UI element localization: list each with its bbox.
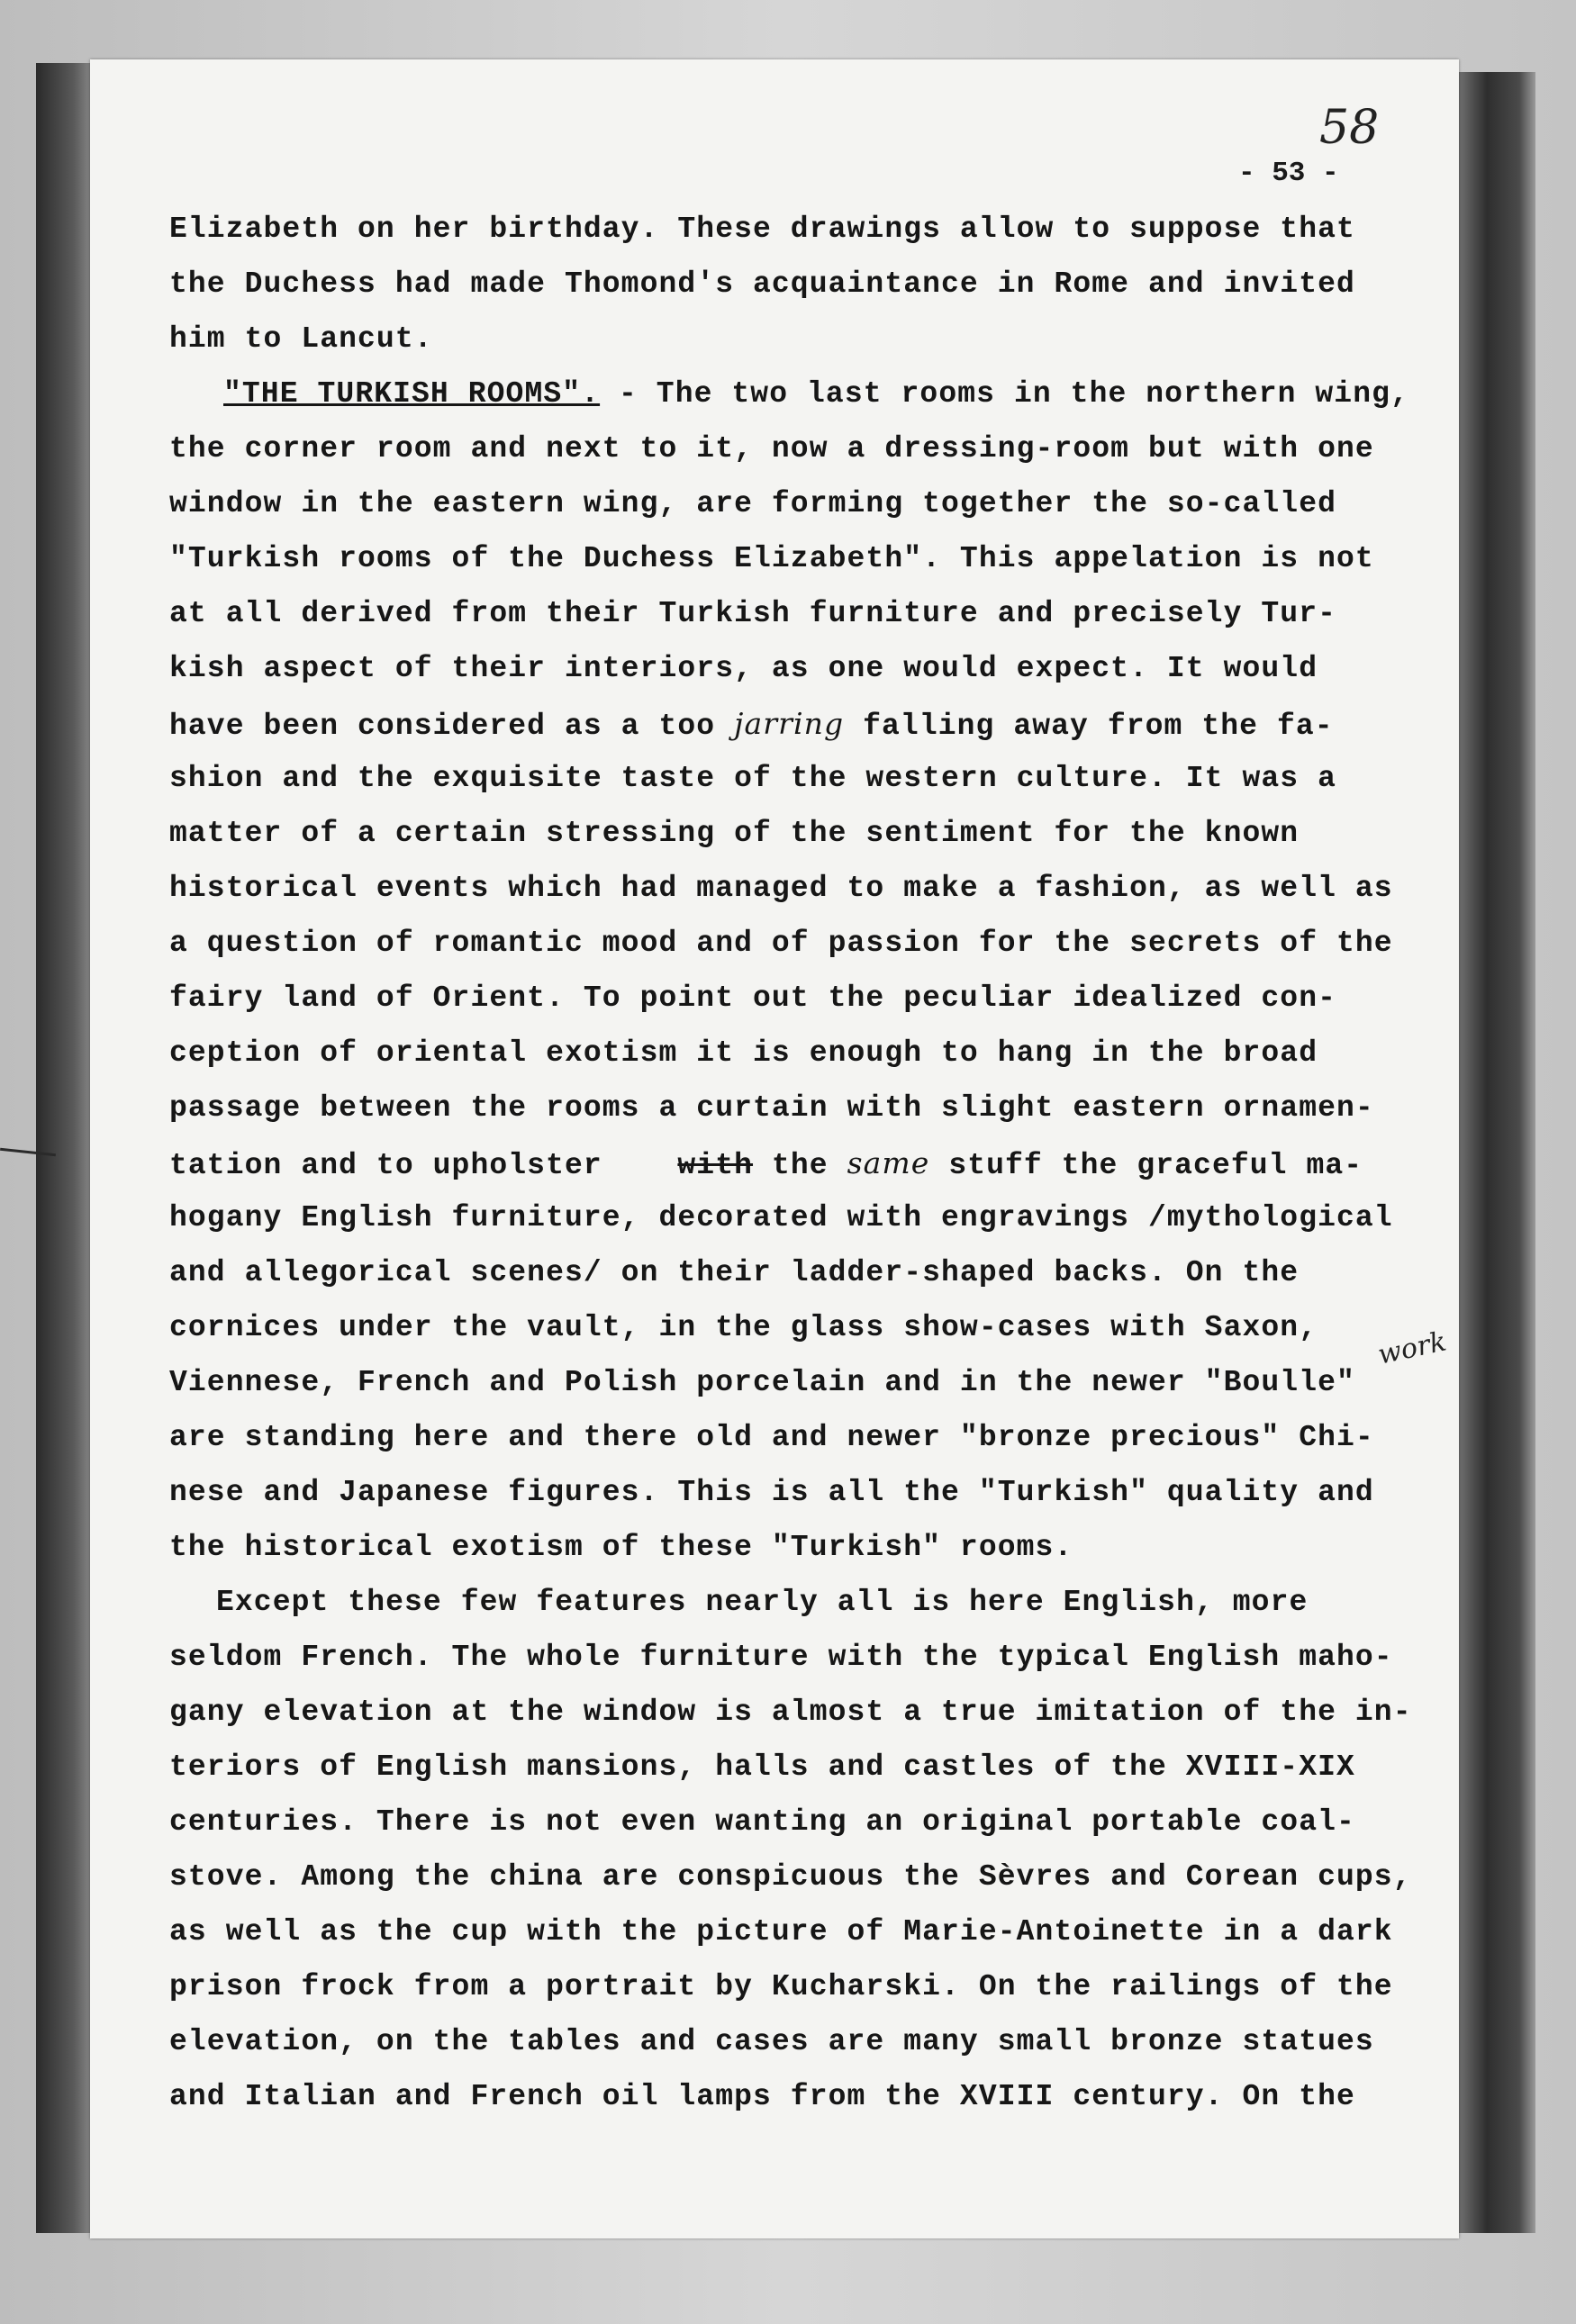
struck-word: with [677, 1149, 754, 1182]
body-text [169, 202, 1457, 2124]
text-line: Except these few features nearly all is here English, more [216, 1586, 1309, 1619]
handwritten-margin-note: work [1375, 1325, 1450, 1371]
text-line: a question of romantic mood and of passion for the secrets of the [169, 927, 1393, 960]
text-line-annotated [169, 696, 1457, 751]
text-line: stove. Among the china are conspicuous the Sèvres and Corean cups, [169, 1860, 1412, 1894]
page-number: - 53 - [1238, 158, 1339, 189]
text-line: hogany English furniture, decorated with engravings /mythological [169, 1201, 1393, 1234]
text-line-rest: stuff the graceful ma- [948, 1149, 1363, 1182]
text-line-heading [169, 366, 1457, 421]
text-line-middle: the [771, 1149, 829, 1182]
text-line: gany elevation at the window is almost a true imitation of the in- [169, 1696, 1412, 1729]
text-line-rest: falling away from the fa- [863, 710, 1334, 743]
text-line: the corner room and next to it, now a dressing-room but with one [169, 432, 1374, 466]
text-line: seldom French. The whole furniture with the typical English maho- [169, 1641, 1393, 1674]
text-line: fairy land of Orient. To point out the peculiar idealized con- [169, 981, 1336, 1015]
text-line: "Turkish rooms of the Duchess Elizabeth". This appelation is not [169, 542, 1374, 575]
text-line: as well as the cup with the picture of Marie-Antoinette in a dark [169, 1915, 1393, 1949]
text-line: historical events which had managed to make a fashion, as well as [169, 872, 1393, 905]
text-line: him to Lancut. [169, 322, 433, 356]
text-line: are standing here and there old and newer "bronze precious" Chi- [169, 1421, 1374, 1454]
handwritten-insertion: same [847, 1145, 930, 1180]
text-line: kish aspect of their interiors, as one would expect. It would [169, 652, 1318, 685]
handwritten-folio-number: 58 [1319, 101, 1380, 155]
text-line: prison frock from a portrait by Kucharski. On the railings of the [169, 1970, 1393, 2003]
scan-shadow-right [1454, 72, 1535, 2233]
text-line: ception of oriental exotism it is enough to hang in the broad [169, 1036, 1318, 1070]
text-line-rest: - The two last rooms in the northern wing, [618, 377, 1409, 411]
text-line-prefix: tation and to upholster [169, 1149, 602, 1182]
text-line: cornices under the vault, in the glass show-cases with Saxon, [169, 1311, 1318, 1344]
text-line: elevation, on the tables and cases are many small bronze statues [169, 2025, 1374, 2058]
text-line: and Italian and French oil lamps from the XVIII century. On the [169, 2080, 1355, 2113]
text-line: matter of a certain stressing of the sentiment for the known [169, 817, 1300, 850]
text-line: Viennese, French and Polish porcelain and in the newer "Boulle" [169, 1366, 1355, 1399]
section-heading: "THE TURKISH ROOMS". [223, 377, 601, 411]
text-line: window in the eastern wing, are forming together the so-called [169, 487, 1336, 520]
text-line: the historical exotism of these "Turkish" rooms. [169, 1531, 1073, 1564]
text-line: teriors of English mansions, halls and castles of the XVIII-XIX [169, 1750, 1355, 1784]
text-line: at all derived from their Turkish furniture and precisely Tur- [169, 597, 1336, 630]
handwritten-insertion: jarring [734, 706, 845, 741]
text-line: and allegorical scenes/ on their ladder-shaped backs. On the [169, 1256, 1300, 1289]
text-line-prefix: have been considered as a too [169, 710, 716, 743]
text-line-annotated [169, 1135, 1457, 1190]
text-line: nese and Japanese figures. This is all the "Turkish" quality and [169, 1476, 1374, 1509]
text-line: passage between the rooms a curtain with slight eastern ornamen- [169, 1091, 1374, 1125]
text-line: Elizabeth on her birthday. These drawings allow to suppose that [169, 213, 1355, 246]
text-line: centuries. There is not even wanting an original portable coal- [169, 1805, 1355, 1839]
text-line: shion and the exquisite taste of the western culture. It was a [169, 762, 1336, 795]
text-line: the Duchess had made Thomond's acquaintance in Rome and invited [169, 267, 1355, 301]
